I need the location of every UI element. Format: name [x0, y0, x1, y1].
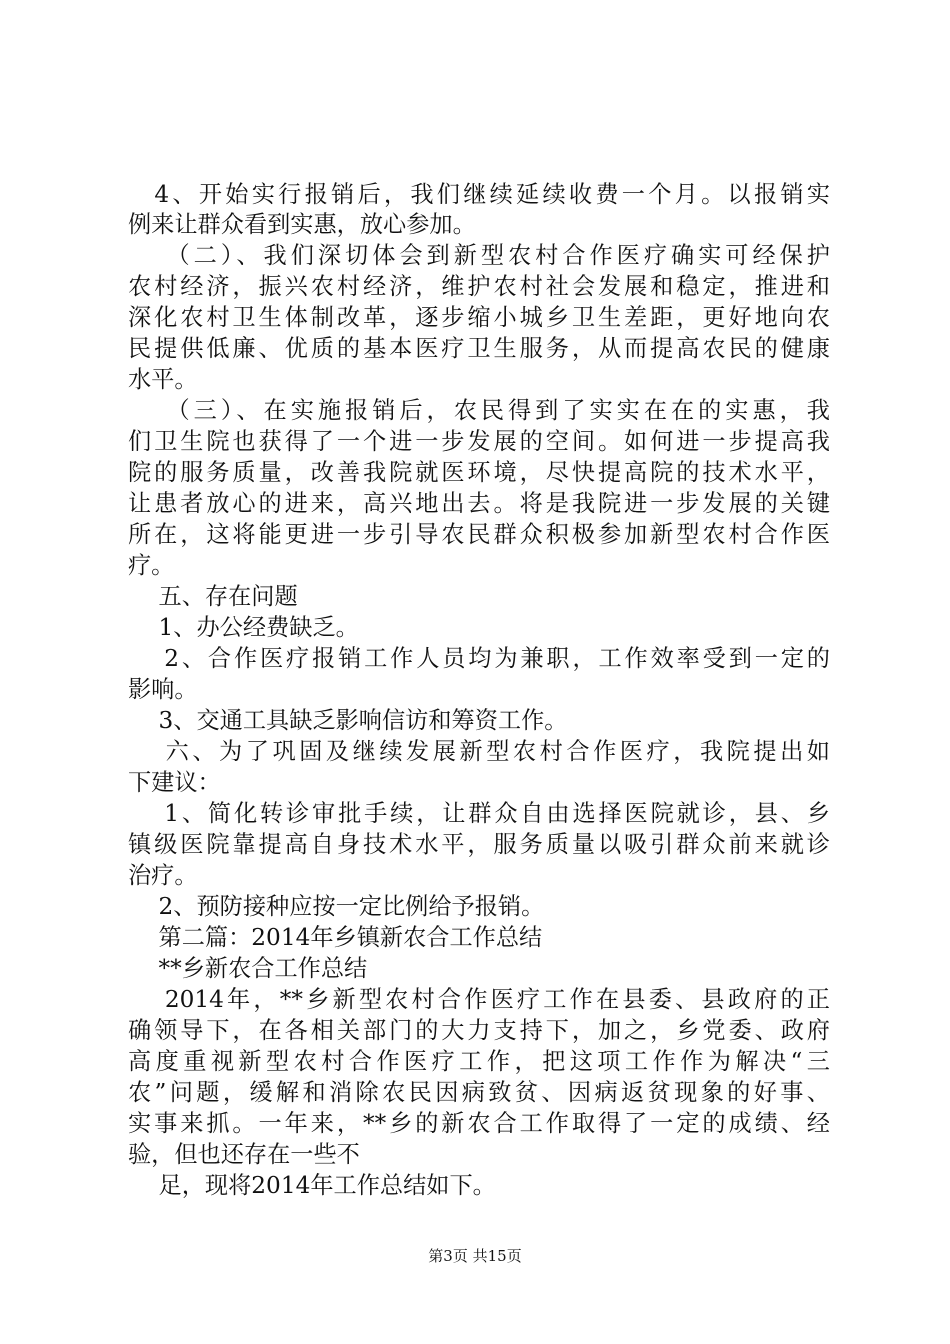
text-line-14: 五、存在问题 — [128, 583, 298, 610]
text-line-32: 验，但也还存在一些不 — [128, 1141, 360, 1168]
text-line-16: 2、合作医疗报销工作人员均为兼职，工作效率受到一定的 — [128, 645, 830, 672]
text-line-7: 水平。 — [128, 366, 198, 393]
text-line-24: 2、预防接种应按一定比例给予报销。 — [128, 893, 545, 920]
text-line-13: 疗。 — [128, 552, 175, 579]
text-line-29: 高度重视新型农村合作医疗工作，把这项工作作为解决“三 — [128, 1048, 830, 1075]
text-line-21: 1、简化转诊审批手续，让群众自由选择医院就诊，县、乡 — [128, 800, 830, 827]
page-number-footer: 第3页 共15页 — [428, 1247, 522, 1265]
text-line-18: 3、交通工具缺乏影响信访和筹资工作。 — [128, 707, 568, 734]
text-line-26: **乡新农合工作总结 — [128, 955, 368, 982]
text-line-9: 们卫生院也获得了一个进一步发展的空间。如何进一步提高我 — [128, 428, 830, 455]
text-line-28: 确领导下，在各相关部门的大力支持下，加之，乡党委、政府 — [128, 1017, 830, 1044]
text-line-10: 院的服务质量，改善我院就医环境，尽快提高院的技术水平， — [128, 459, 830, 486]
text-line-4: 农村经济，振兴农村经济，维护农村社会发展和稳定，推进和 — [128, 273, 830, 300]
text-line-12: 所在，这将能更进一步引导农民群众积极参加新型农村合作医 — [128, 521, 830, 548]
text-line-11: 让患者放心的进来，高兴地出去。将是我院进一步发展的关键 — [128, 490, 830, 517]
text-line-2: 例来让群众看到实惠，放心参加。 — [128, 211, 476, 238]
text-line-6: 民提供低廉、优质的基本医疗卫生服务，从而提高农民的健康 — [128, 335, 830, 362]
text-line-23: 治疗。 — [128, 862, 198, 889]
text-line-27: 2014年，**乡新型农村合作医疗工作在县委、县政府的正 — [128, 986, 830, 1013]
text-line-25: 第二篇：2014年乡镇新农合工作总结 — [128, 924, 543, 951]
text-line-22: 镇级医院靠提高自身技术水平，服务质量以吸引群众前来就诊 — [128, 831, 830, 858]
text-line-17: 影响。 — [128, 676, 198, 703]
text-line-8: （三）、在实施报销后，农民得到了实实在在的实惠，我 — [128, 397, 830, 424]
text-line-33: 足，现将2014年工作总结如下。 — [128, 1172, 496, 1199]
text-line-30: 农”问题，缓解和消除农民因病致贫、因病返贫现象的好事、 — [128, 1079, 830, 1106]
text-line-19: 六、为了巩固及继续发展新型农村合作医疗，我院提出如 — [128, 738, 830, 765]
text-line-5: 深化农村卫生体制改革，逐步缩小城乡卫生差距，更好地向农 — [128, 304, 830, 331]
text-line-15: 1、办公经费缺乏。 — [128, 614, 359, 641]
text-line-1: 4、开始实行报销后，我们继续延续收费一个月。以报销实 — [128, 181, 830, 208]
text-line-3: （二）、我们深切体会到新型农村合作医疗确实可经保护 — [128, 242, 830, 269]
text-line-31: 实事来抓。一年来，**乡的新农合工作取得了一定的成绩、经 — [128, 1110, 830, 1137]
text-line-20: 下建议： — [128, 769, 221, 796]
